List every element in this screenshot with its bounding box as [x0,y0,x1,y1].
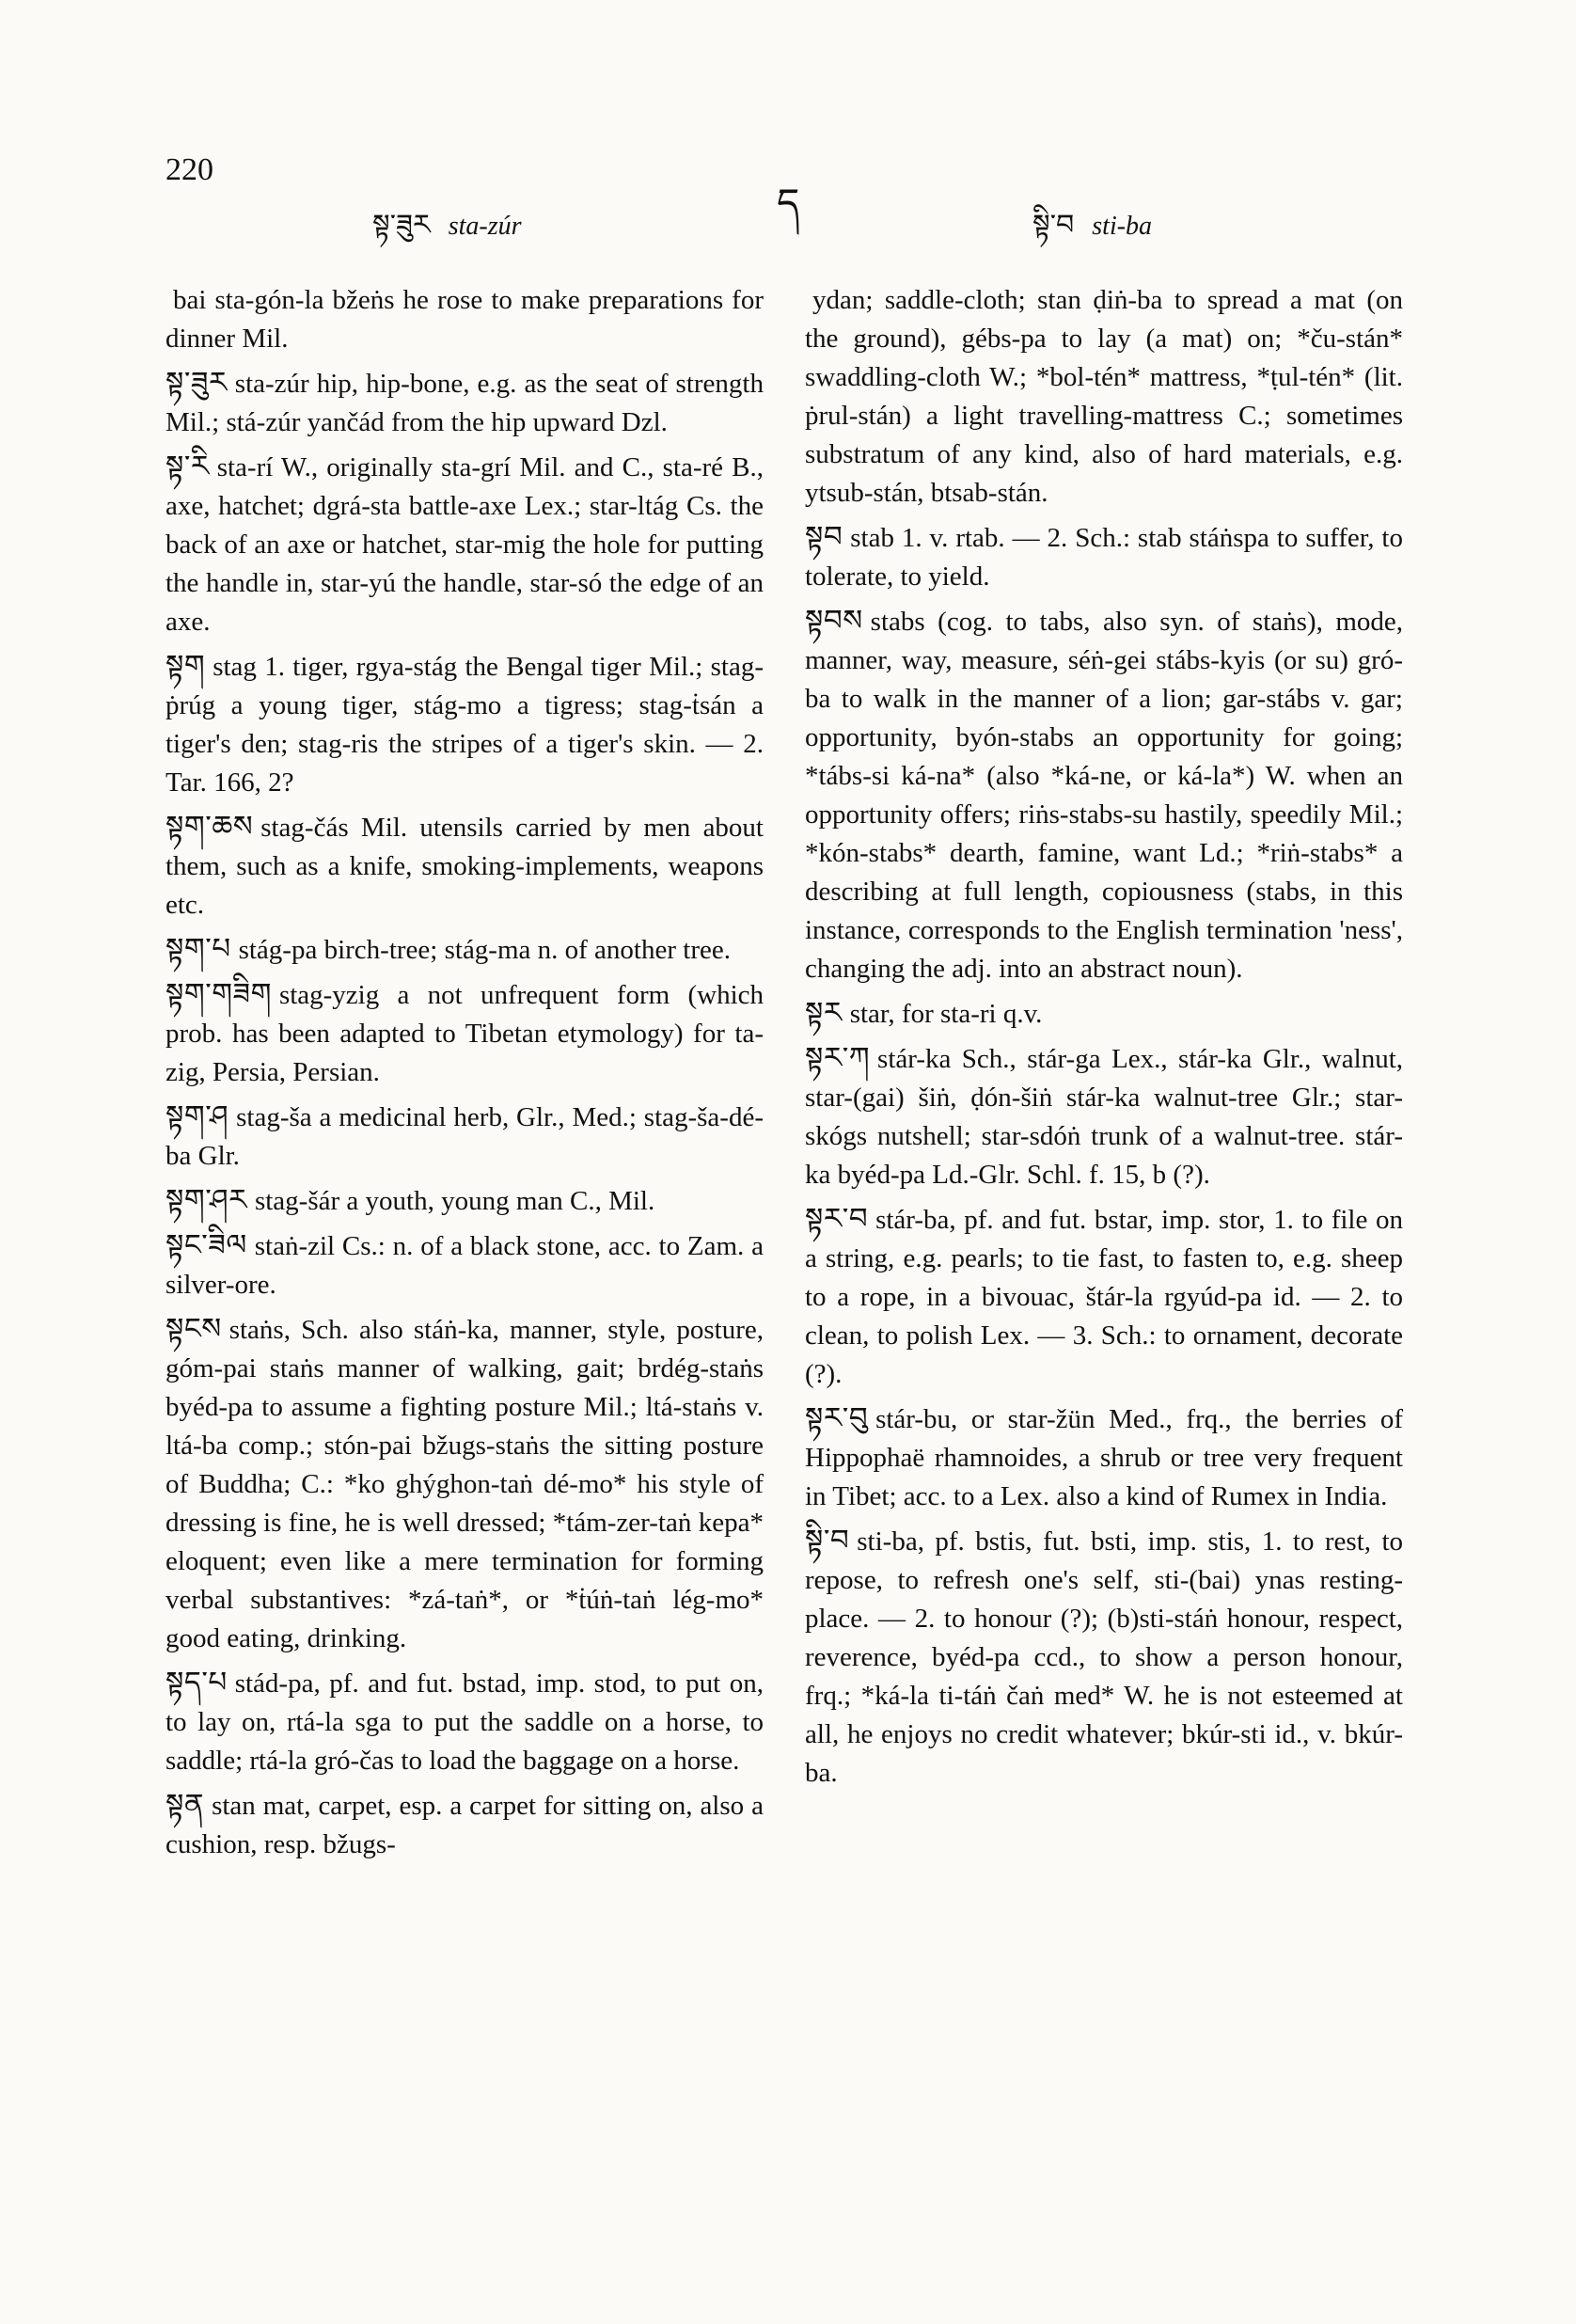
entry-headword: སྟབ [805,520,843,554]
entry-text: stab 1. v. rtab. — 2. Sch.: stab stáṅspa to suffer, to tolerate, to yield. [805,523,1403,592]
dictionary-entry [165,1098,764,1176]
entry-headword: སྟག་ཤར [165,1183,247,1217]
dictionary-entry [805,1399,1403,1516]
entry-text: stág-pa birch-tree; stág-ma n. of another tree. [238,935,731,965]
entry-text: stag-yzig a not unfrequent form (which prob. has been adapted to Tibetan etymology) for ta-zig, Persia, Persian. [165,980,764,1087]
running-head-right [1032,194,1152,273]
dictionary-entry [805,518,1403,596]
entry-text: staṅ-zil Cs.: n. of a black stone, acc. to Zam. a silver-ore. [165,1231,764,1300]
entry-text: stár-ka Sch., stár-ga Lex., stár-ka Glr., walnut, star-(gai) šiṅ, ḍón-šiṅ stár-ka walnut-tree Glr.; star-skógs nutshell; star-sdóṅ trunk of a walnut-tree. stár-ka byéd-pa Ld.-Glr. Schl. f. 15, b (?). [805,1044,1403,1190]
entry-headword: སྟར་བ [805,1202,869,1236]
entry-text: bai sta-gón-la bžeṅs he rose to make preparations for dinner Mil. [165,285,764,354]
running-head-left [372,194,522,273]
entry-headword: སྟག་པ [165,932,231,966]
dictionary-entry [165,1664,764,1780]
running-head-left-tibetan: སྟ་ཟུར [372,209,431,242]
entry-text: stag-šár a youth, young man C., Mil. [254,1186,655,1216]
right-column [805,280,1403,1798]
running-head-right-tibetan: སྟི་བ [1032,209,1075,242]
left-column [165,280,764,1870]
dictionary-entry [805,602,1403,988]
dictionary-entry [805,1039,1403,1194]
dictionary-entry [165,1786,764,1864]
dictionary-entry [165,364,764,442]
entry-headword: སྟ་ཟུར [165,366,228,400]
dictionary-entry [165,448,764,641]
entry-headword: སྟན [165,1788,205,1822]
dictionary-entry [165,280,764,358]
dictionary-entry [165,647,764,802]
entry-headword: སྟག་ཤ [165,1099,229,1133]
dictionary-entry [165,930,764,970]
dictionary-entry [165,1310,764,1658]
dictionary-entry [805,994,1403,1034]
running-head-right-translit: sti-ba [1092,212,1153,241]
entry-text: sta-zúr hip, hip-bone, e.g. as the seat of strength Mil.; stá-zúr yančád from the hip upward Dzl. [165,369,764,437]
entry-text: stár-bu, or star-žün Med., frq., the berries of Hippophaë rhamnoides, a shrub or tree very frequent in Tibet; acc. to a Lex. also a kind of Rumex in India. [805,1404,1403,1511]
entry-headword: སྟི་བ [805,1524,850,1557]
page-number: 220 [165,152,213,187]
entry-headword: སྟ་རི [165,450,210,483]
entry-headword: སྟར་ཀ [805,1041,871,1075]
running-head-left-translit: sta-zúr [448,212,522,241]
entry-text: stag-čás Mil. utensils carried by men about them, such as a knife, smoking-implements, weapons etc. [165,813,764,920]
entry-headword: སྟག་ཆས [165,810,254,844]
entry-headword: སྟར་བུ [805,1401,869,1435]
entry-headword: སྟབས [805,604,863,638]
entry-text: stár-ba, pf. and fut. bstar, imp. stor, 1. to file on a string, e.g. pearls; to tie fast, to fasten to, e.g. sheep to a rope, in a bivouac, štár-la rgyúd-pa id. — 2. to clean, to polish Lex. — 3. Sch.: to ornament, decorate (?). [805,1205,1403,1389]
entry-headword: སྟར [805,996,843,1030]
entry-text: stag 1. tiger, rgya-stág the Bengal tiger Mil.; stag-ṗrúg a young tiger, stág-mo a tigress; stag-ṫsán a tiger's den; stag-ris the stripes of a tiger's skin. — 2. Tar. 166, 2? [165,652,764,798]
entry-text: ydan; saddle-cloth; stan ḍiṅ-ba to spread a mat (on the ground), gébs-pa to lay (a mat) on; *ču-stán* swaddling-cloth W.; *bol-tén* mattress, *ṭul-tén* (lit. ṗrul-stán) a light travelling-mattress C.; sometimes substratum of any kind, also of hard materials, e.g. ytsub-stán, btsab-stán. [805,285,1403,508]
entry-text: staṅs, Sch. also stáṅ-ka, manner, style, posture, góm-pai staṅs manner of walking, gait; brdég-staṅs byéd-pa to assume a fighting posture Mil.; ltá-staṅs v. ltá-ba comp.; stón-pai bžugs-staṅs the sitting posture of Buddha; C.: *ko ghýghon-taṅ dé-mo* his style of dressing is fine, he is well dressed; *tám-zer-taṅ kepa* eloquent; even like a mere termination for forming verbal substantives: *zá-taṅ*, or *ṫúṅ-taṅ lég-mo* good eating, drinking. [165,1315,764,1653]
dictionary-entry [165,808,764,925]
entry-text: stabs (cog. to tabs, also syn. of staṅs), mode, manner, way, measure, séṅ-gei stábs-kyis (or su) gró-ba to walk in the manner of a lion; gar-stábs v. gar; opportunity, byón-stabs an opportunity for going; *tábs-si ká-na* (also *ká-ne, or ká-la*) W. when an opportunity offers; riṅs-stabs-su hastily, speedily Mil.; *kón-stabs* dearth, famine, want Ld.; *riṅ-stabs* a describing at full length, copiousness (stabs, in this instance, corresponds to the English termination 'ness', changing the adj. into an abstract noun). [805,607,1403,984]
entry-text: stag-ša a medicinal herb, Glr., Med.; stag-ša-dé-ba Glr. [165,1102,764,1171]
entry-text: stan mat, carpet, esp. a carpet for sitting on, also a cushion, resp. bžugs- [165,1791,764,1859]
dictionary-entry [165,975,764,1092]
entry-headword: སྟག [165,649,206,683]
dictionary-entry [805,1200,1403,1394]
entry-headword: སྟངས [165,1312,222,1346]
entry-headword: སྟང་ཟིལ [165,1228,247,1262]
dictionary-entry [165,1226,764,1304]
dictionary-entry [805,280,1403,513]
entry-text: star, for sta-ri q.v. [849,999,1043,1029]
section-letter: ད [777,180,800,226]
dictionary-entry [165,1181,764,1221]
dictionary-entry [805,1522,1403,1793]
entry-text: sti-ba, pf. bstis, fut. bsti, imp. stis, 1. to rest, to repose, to refresh one's self, sti-(bai) ynas resting-place. — 2. to honour (?); (b)sti-stáṅ honour, respect, reverence, byéd-pa ccd., to show a person honour, frq.; *ká-la ti-táṅ čaṅ med* W. he is not esteemed at all, he enjoys no credit whatever; bkúr-sti id., v. bkúr-ba. [805,1526,1403,1788]
entry-text: stád-pa, pf. and fut. bstad, imp. stod, to put on, to lay on, rtá-la sga to put the saddle on a horse, to saddle; rtá-la gró-čas to load the baggage on a horse. [165,1668,764,1776]
entry-headword: སྟག་གཟིག [165,977,272,1011]
entry-headword: སྟད་པ [165,1666,228,1700]
entry-text: sta-rí W., originally sta-grí Mil. and C., sta-ré B., axe, hatchet; dgrá-sta battle-axe Lex.; star-ltág Cs. the back of an axe or hatchet, star-mig the hole for putting the handle in, star-yú the handle, star-só the edge of an axe. [165,452,764,637]
